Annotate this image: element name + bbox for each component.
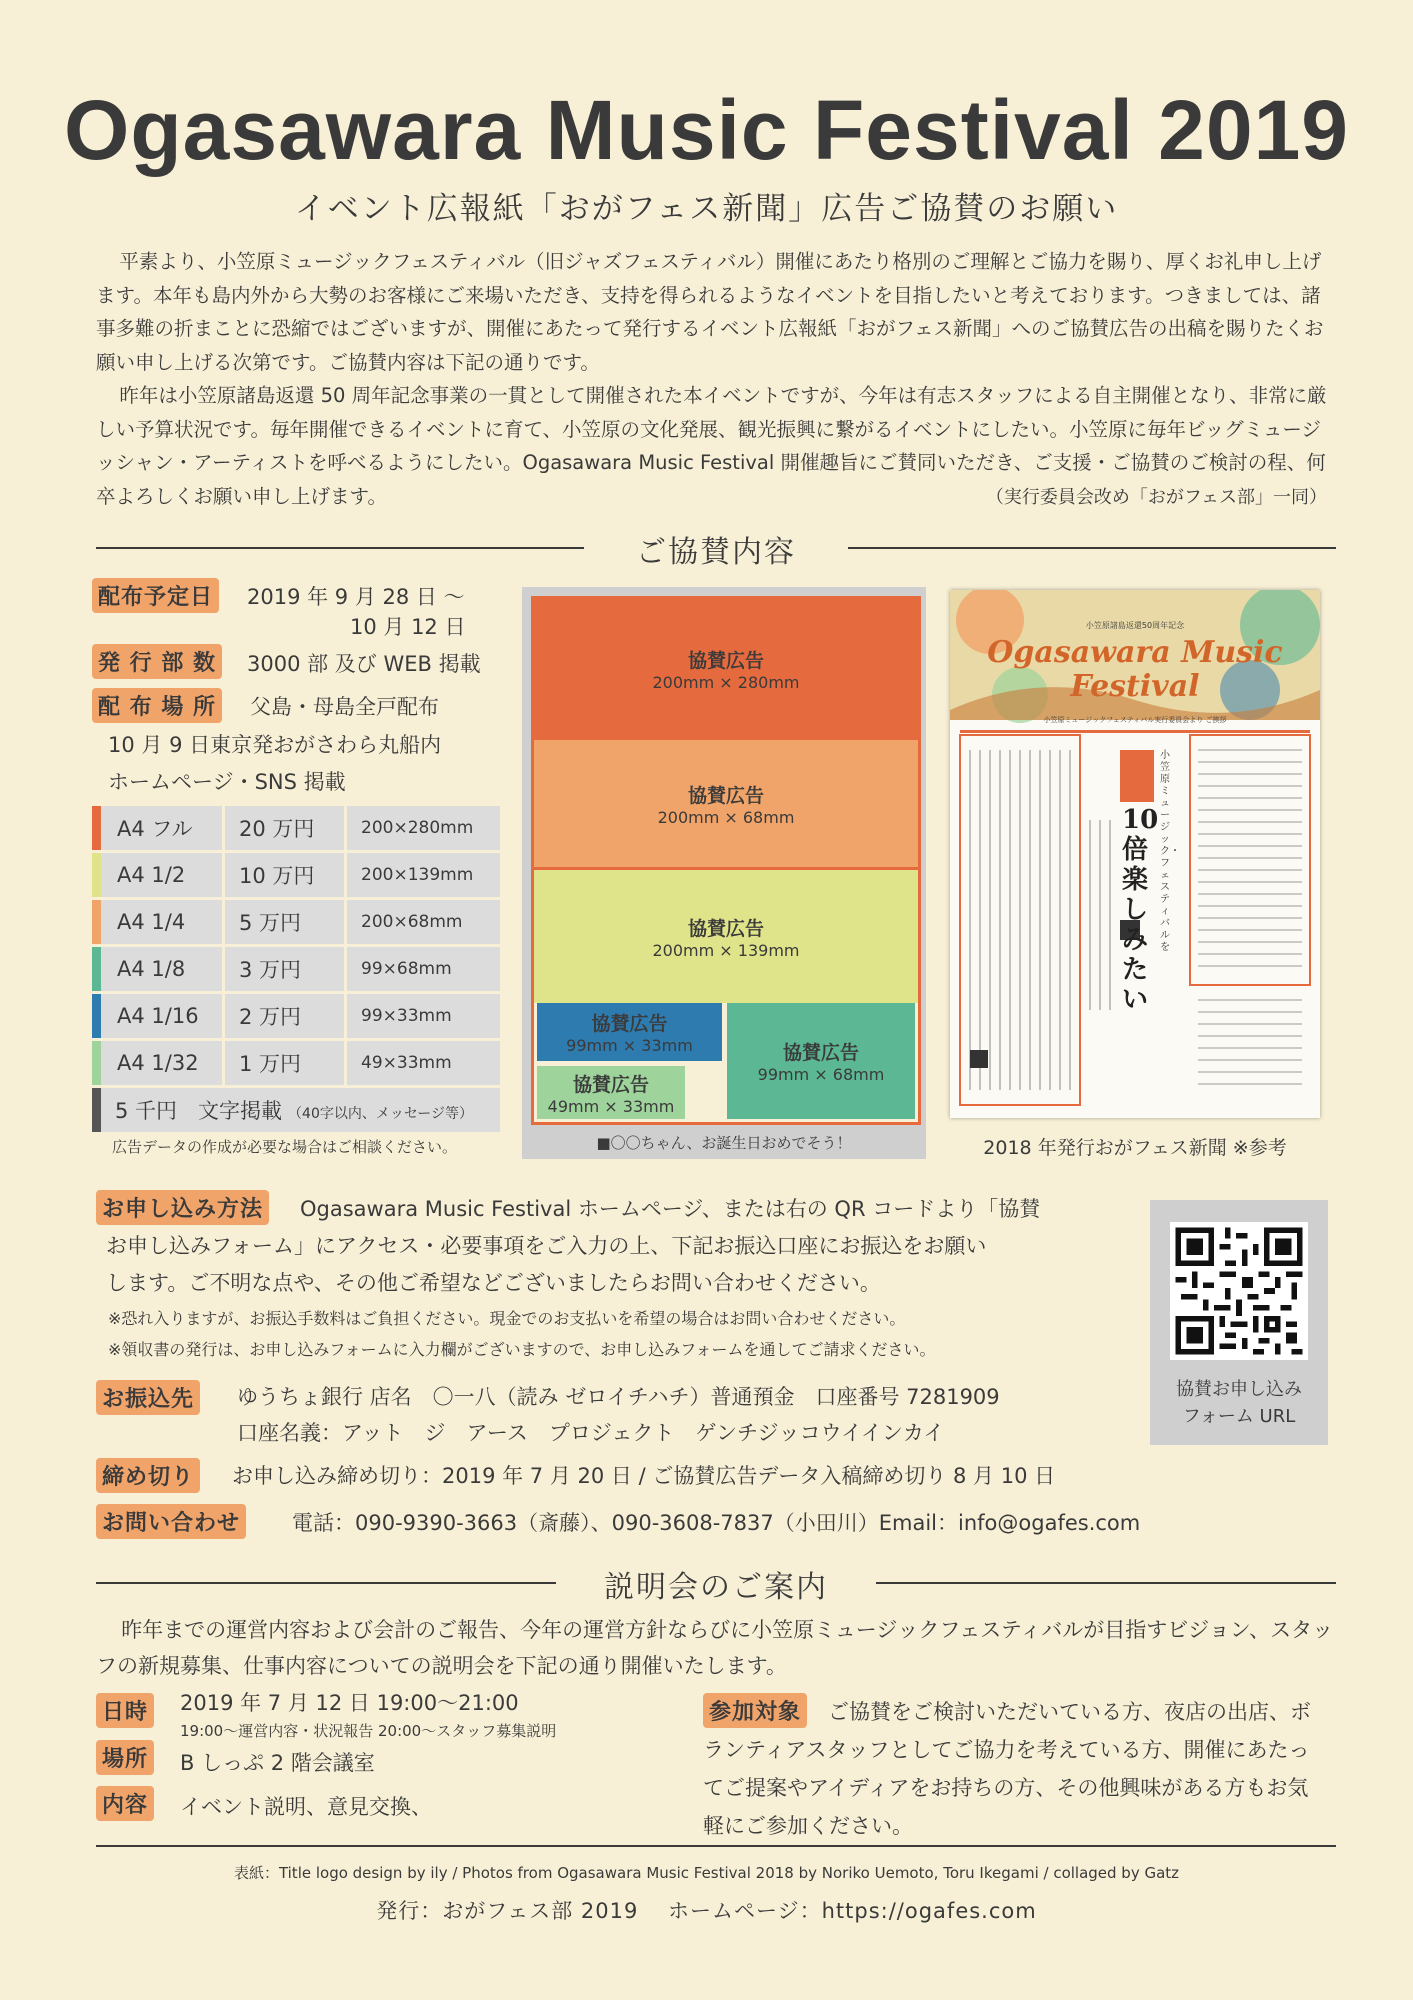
place-value: 父島・母島全戸配布	[250, 695, 439, 719]
contact-label-wrap	[96, 1504, 246, 1539]
briefing-section-heading	[96, 1562, 1336, 1605]
briefing-content-label-wrap	[96, 1786, 154, 1821]
paper-headline: 10倍楽しみたい	[1122, 805, 1159, 1015]
ad-price: 5 万円	[225, 900, 347, 944]
ad-box-thirtysecond: 協賛広告 49mm × 33mm	[537, 1066, 685, 1119]
briefing-date-sub: 19:00〜運営内容・状況報告 20:00〜スタッフ募集説明	[180, 1722, 557, 1740]
ad-layout-diagram	[522, 587, 926, 1159]
ad-size: A4 1/32	[101, 1041, 225, 1085]
ad-layout-page	[531, 596, 921, 1125]
apply-line3: します。ご不明な点や、その他ご希望などございましたらお問い合わせください。	[106, 1271, 881, 1295]
apply-line2: お申し込みフォーム」にアクセス・必要事項をご入力の上、下記お振込口座にお振込をお願い	[106, 1234, 987, 1258]
ad-size: A4 1/16	[101, 994, 225, 1038]
ad-price: 10 万円	[225, 853, 347, 897]
price-row	[92, 947, 500, 991]
apply-line1: Ogasawara Music Festival ホームページ、または右の QR コードより「協賛	[300, 1197, 1041, 1221]
ad-dimension: 200×139mm	[361, 865, 474, 885]
ad-size: A4 1/4	[101, 900, 225, 944]
ad-box-half: 協賛広告 200mm × 139mm	[534, 867, 918, 1003]
page-title: Ogasawara Music Festival 2019	[63, 83, 1350, 177]
ad-size: A4 フル	[101, 806, 225, 850]
paper-logo: Ogasawara Music Festival	[987, 635, 1283, 704]
price-table	[92, 806, 500, 1135]
briefing-date-label-wrap	[96, 1693, 154, 1728]
briefing-place-label: 場所	[96, 1740, 154, 1775]
briefing-heading-text: 説明会のご案内	[604, 1570, 828, 1605]
paper-top-text: 小笠原諸島返還50周年記念	[1085, 621, 1185, 630]
sponsor-heading-text: ご協賛内容	[636, 535, 796, 570]
ad-dimension: 99×33mm	[361, 1006, 452, 1026]
qr-label-line1: 協賛お申し込み	[1176, 1379, 1302, 1400]
place-line2: 10 月 9 日東京発おがさわら丸船内	[108, 733, 442, 757]
deadline-value: お申し込み締め切り：2019 年 7 月 20 日 / ご協賛広告データ入稿締め切り 8 月 10 日	[232, 1464, 1056, 1488]
price-row	[92, 994, 500, 1038]
ad-dimension: 49×33mm	[361, 1053, 452, 1073]
deadline-label: 締め切り	[96, 1458, 200, 1493]
color-swatch	[92, 853, 101, 897]
place-label: 配 布 場 所	[92, 688, 222, 723]
paper-side-text: 小笠原ミュージック・フェスティバルを	[1160, 750, 1180, 953]
ad-price: 1 万円	[225, 1041, 347, 1085]
briefing-target-value: ご協賛をご検討いただいている方、夜店の出店、ボランティアスタッフとしてご協力を考えている方、開催にあたってご提案やアイディアをお持ちの方、その他興味がある方もお気軽にご参加ください。	[703, 1700, 1311, 1838]
ad-price: 2 万円	[225, 994, 347, 1038]
text-ad-label: 5 千円 文字掲載	[115, 1099, 283, 1123]
briefing-date-label: 日時	[96, 1693, 154, 1728]
ad-box-eighth: 協賛広告 99mm × 68mm	[727, 1003, 915, 1119]
ad-price: 3 万円	[225, 947, 347, 991]
copies-value: 3000 部 及び WEB 掲載	[247, 652, 481, 676]
briefing-content-label: 内容	[96, 1786, 154, 1821]
color-swatch	[92, 1088, 101, 1132]
color-swatch	[92, 1041, 101, 1085]
price-row	[92, 853, 500, 897]
copies-label: 発 行 部 数	[92, 644, 222, 679]
distribution-date-line1: 2019 年 9 月 28 日 〜	[247, 585, 465, 609]
color-swatch	[92, 994, 101, 1038]
briefing-intro-text: 昨年までの運営内容および会計のご報告、今年の運営方針ならびに小笠原ミュージックフェスティバルが目指すビジョン、スタッフの新規募集、仕事内容についての説明会を下記の通り開催いたします。	[96, 1618, 1334, 1678]
text-ad-note: （40字以内、メッセージ等）	[288, 1106, 474, 1122]
contact-label: お問い合わせ	[96, 1504, 246, 1539]
distribution-date-line2: 10 月 12 日	[350, 615, 466, 639]
page-subtitle: イベント広報紙「おがフェス新聞」広告ご協賛のお願い	[294, 191, 1119, 227]
contact-value: 電話：090-9390-3663（斎藤）、090-3608-7837（小田川）Email：info@ogafes.com	[292, 1511, 1141, 1535]
apply-note-2: ※領収書の発行は、お申し込みフォームに入力欄がございますので、お申し込みフォームを通してご請求ください。	[108, 1340, 936, 1359]
ad-dimension: 200×280mm	[361, 818, 474, 838]
apply-label-wrap	[96, 1190, 269, 1225]
color-swatch	[92, 947, 101, 991]
text-ad-row	[92, 1088, 500, 1132]
table-note: 広告データの作成が必要な場合はご相談ください。	[112, 1138, 458, 1156]
bank-label: お振込先	[96, 1380, 200, 1415]
bank-label-wrap	[96, 1380, 200, 1415]
intro-text	[96, 245, 1336, 513]
intro-paragraph-2: 昨年は小笠原諸島返還 50 周年記念事業の一貫として開催された本イベントですが、今年は有志スタッフによる自主開催となり、非常に厳しい予算状況です。毎年開催できるイベントに育て、小笠原の文化発展、観光振興に繋がるイベントにしたい。小笠原に毎年ビッグミュージッシャン・アーティストを呼べるようにしたい。Ogasawara Music Festival 開催趣旨にご賛同いただき、ご支援・ご協賛のご検討の程、何卒よろしくお願い申し上げます。	[96, 384, 1327, 508]
ad-size: A4 1/8	[101, 947, 225, 991]
qr-code[interactable]	[1170, 1222, 1308, 1360]
footer-divider	[96, 1845, 1336, 1847]
color-swatch	[92, 806, 101, 850]
briefing-place-value: B しっぷ 2 階会議室	[180, 1751, 375, 1775]
distribution-place	[92, 688, 222, 723]
ad-size: A4 1/2	[101, 853, 225, 897]
price-row	[92, 806, 500, 850]
briefing-place-label-wrap	[96, 1740, 154, 1775]
ad-dimension: 99×68mm	[361, 959, 452, 979]
qr-code-box	[1150, 1200, 1328, 1445]
paper-caption: 2018 年発行おがフェス新聞 ※参考	[983, 1137, 1287, 1159]
ad-box-quarter: 協賛広告 200mm × 68mm	[534, 738, 918, 867]
newspaper-sample-image	[950, 590, 1320, 1118]
place-line3: ホームページ・SNS 掲載	[108, 770, 346, 794]
briefing-content-value: イベント説明、意見交換、	[180, 1795, 432, 1819]
credits: 表紙：Title logo design by ily / Photos from Ogasawara Music Festival 2018 by Noriko Uemoto, Toru Ikegami / collaged by Gatz	[233, 1864, 1180, 1882]
bank-line1: ゆうちょ銀行 店名 〇一八（読み ゼロイチハチ）普通預金 口座番号 7281909	[237, 1385, 1000, 1409]
copies	[92, 644, 222, 679]
bank-line2: 口座名義：アット ジ アース プロジェクト ゲンチジッコウイインカイ	[237, 1421, 945, 1445]
price-row	[92, 900, 500, 944]
qr-code-icon	[1170, 1222, 1308, 1360]
publisher: 発行：おがフェス部 2019 ホームページ：https://ogafes.com	[376, 1899, 1037, 1923]
color-swatch	[92, 900, 101, 944]
distribution-date-label: 配布予定日	[92, 578, 219, 613]
apply-note-1: ※恐れ入りますが、お振込手数料はご負担ください。現金でのお支払いを希望の場合はお問い合わせください。	[108, 1309, 906, 1328]
ad-price: 20 万円	[225, 806, 347, 850]
signature: （実行委員会改め「おがフェス部」一同）	[985, 487, 1327, 508]
qr-label-line2: フォーム URL	[1182, 1406, 1296, 1427]
ad-box-sixteenth: 協賛広告 99mm × 33mm	[537, 1003, 722, 1061]
intro-paragraph-1: 平素より、小笠原ミュージックフェスティバル（旧ジャズフェスティバル）開催にあたり格別のご理解とご協力を賜り、厚くお礼申し上げます。本年も島内外から大勢のお客様にご来場いただき、支持を得られるようなイベントを目指したいと考えております。つきましては、諸事多難の折まことに恐縮ではございますが、開催にあたって発行するイベント広報紙「おがフェス新聞」へのご協賛広告の出稿を賜りたくお願い申し上げる次第です。ご協賛内容は下記の通りです。	[96, 250, 1324, 374]
paper-org: 小笠原ミュージックフェスティバル実行委員会より ご挨拶	[1043, 716, 1227, 724]
ad-caption: ■〇〇ちゃん、お誕生日おめでそう！	[596, 1134, 852, 1152]
distribution-date	[92, 578, 219, 613]
price-row	[92, 1041, 500, 1085]
briefing-target-label: 参加対象	[703, 1693, 807, 1728]
qr-label	[1150, 1376, 1328, 1430]
sponsor-section-heading	[96, 527, 1336, 570]
ad-box-full: 協賛広告 200mm × 280mm	[534, 599, 918, 738]
apply-label: お申し込み方法	[96, 1190, 269, 1225]
ad-dimension: 200×68mm	[361, 912, 463, 932]
briefing-date-value: 2019 年 7 月 12 日 19:00〜21:00	[180, 1691, 519, 1715]
briefing-intro	[96, 1612, 1336, 1684]
deadline-label-wrap	[96, 1458, 200, 1493]
